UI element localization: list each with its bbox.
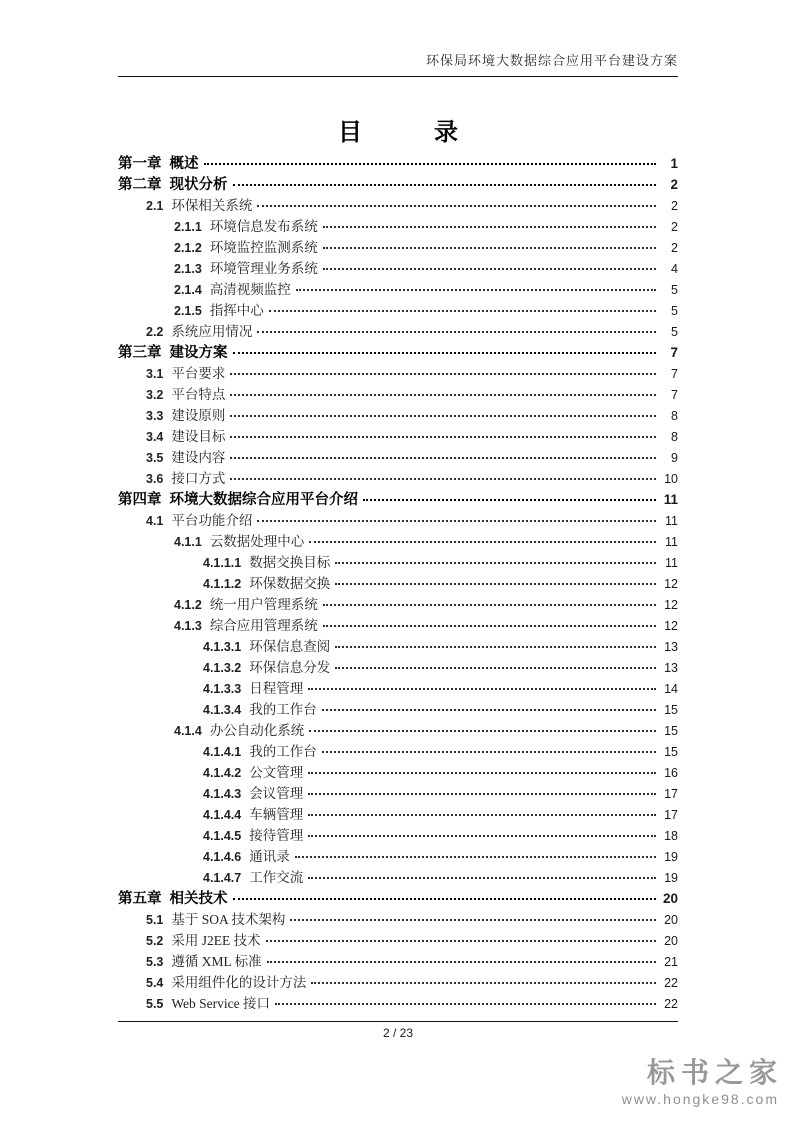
- toc-entry-number: 4.1.4.7: [203, 871, 242, 885]
- toc-entry: [203, 656, 678, 677]
- toc-entry: [174, 257, 678, 278]
- toc-entry-page: 10: [664, 472, 678, 486]
- toc-entry-page: 8: [671, 409, 678, 423]
- toc-entry: [203, 782, 678, 803]
- toc-entry: [146, 446, 678, 467]
- toc-entry-number: 2.1.4: [174, 283, 202, 297]
- toc-entry-title: 建设原则: [171, 408, 226, 423]
- toc-dot-leader: [230, 394, 656, 396]
- toc-dot-leader: [295, 856, 656, 858]
- toc-entry-title: 环境监控监测系统: [209, 240, 318, 255]
- toc-entry: [174, 215, 678, 236]
- toc-entry-number: 4.1.2: [174, 598, 202, 612]
- toc-dot-leader: [230, 373, 656, 375]
- toc-entry-number: 2.1.2: [174, 241, 202, 255]
- toc-entry-page: 5: [671, 283, 678, 297]
- toc-entry-title: 建设目标: [171, 429, 226, 444]
- toc-entry-number: 4.1.3: [174, 619, 202, 633]
- toc-dot-leader: [363, 499, 656, 501]
- toc-entry-page: 15: [664, 703, 678, 717]
- toc-entry-page: 7: [670, 345, 678, 360]
- toc-entry-page: 12: [664, 577, 678, 591]
- toc-entry-page: 16: [664, 766, 678, 780]
- toc-entry: [146, 362, 678, 383]
- toc-dot-leader: [323, 604, 656, 606]
- toc-entry-page: 13: [664, 661, 678, 675]
- toc-entry-page: 2: [671, 241, 678, 255]
- toc-dot-leader: [257, 520, 656, 522]
- toc-dot-leader: [322, 751, 656, 753]
- toc-dot-leader: [204, 163, 657, 165]
- toc-entry-page: 20: [662, 891, 678, 906]
- toc-entry-title: 工作交流: [249, 870, 304, 885]
- toc-entry: [146, 950, 678, 971]
- toc-dot-leader: [233, 352, 657, 354]
- toc-dot-leader: [257, 205, 656, 207]
- toc-entry-number: 4.1.1.2: [203, 577, 242, 591]
- toc-entry-number: 第五章: [118, 891, 162, 907]
- toc-entry: [118, 152, 678, 173]
- toc-entry: [146, 971, 678, 992]
- page-header: [118, 50, 678, 77]
- toc-entry: [203, 635, 678, 656]
- toc-entry-page: 9: [671, 451, 678, 465]
- toc-entry-number: 4.1.3.4: [203, 703, 242, 717]
- toc-entry-title: 公文管理: [249, 765, 304, 780]
- toc-entry-title: 环保数据交换: [249, 576, 331, 591]
- toc-dot-leader: [230, 457, 656, 459]
- toc-entry-number: 4.1.3.2: [203, 661, 242, 675]
- toc-title-char-left: 目: [338, 119, 362, 146]
- toc-entry-number: 2.1.1: [174, 220, 202, 234]
- toc-entry-title: 日程管理: [249, 681, 304, 696]
- toc-entry: [174, 236, 678, 257]
- toc-entry-number: 3.4: [146, 430, 164, 444]
- toc-entry-page: 19: [664, 850, 678, 864]
- page-indicator: 2 / 23: [382, 1026, 414, 1040]
- toc-entry: [174, 614, 678, 635]
- toc-entry-page: 4: [671, 262, 678, 276]
- toc-entry: [174, 278, 678, 299]
- toc-entry-page: 22: [664, 997, 678, 1011]
- toc-entry: [203, 740, 678, 761]
- toc-entry-page: 5: [671, 304, 678, 318]
- toc-entry-page: 5: [671, 325, 678, 339]
- toc-entry-page: 13: [664, 640, 678, 654]
- toc-dot-leader: [335, 583, 656, 585]
- toc-entry-page: 15: [664, 745, 678, 759]
- toc-dot-leader: [275, 1003, 656, 1005]
- toc-dot-leader: [308, 877, 656, 879]
- toc-entry: [203, 866, 678, 887]
- toc-dot-leader: [323, 247, 656, 249]
- toc-entry-title: Web Service 接口: [171, 996, 271, 1011]
- toc-entry: [203, 824, 678, 845]
- watermark: [621, 1057, 783, 1107]
- toc-entry-page: 2: [671, 220, 678, 234]
- toc-dot-leader: [309, 541, 656, 543]
- toc-entry-page: 2: [671, 199, 678, 213]
- toc-entry-title: 车辆管理: [249, 807, 304, 822]
- toc-entry-number: 2.1: [146, 199, 164, 213]
- toc-entry-page: 11: [665, 556, 678, 570]
- toc-entry-page: 17: [664, 808, 678, 822]
- toc-entry-title: 指挥中心: [209, 303, 264, 318]
- toc-entry-number: 4.1.4.2: [203, 766, 242, 780]
- toc-entry-number: 2.2: [146, 325, 164, 339]
- toc-entry: [146, 383, 678, 404]
- toc-dot-leader: [308, 814, 656, 816]
- toc-entry-number: 3.6: [146, 472, 164, 486]
- toc-entry-title: 建设方案: [169, 345, 228, 361]
- toc-entry: [174, 593, 678, 614]
- toc-entry: [146, 908, 678, 929]
- toc-entry-number: 4.1.4.6: [203, 850, 242, 864]
- toc-entry-page: 17: [664, 787, 678, 801]
- toc-entry: [146, 992, 678, 1013]
- toc-entry-title: 概述: [169, 156, 199, 172]
- toc-entry-number: 3.1: [146, 367, 164, 381]
- toc-dot-leader: [308, 835, 656, 837]
- toc-entry: [203, 698, 678, 719]
- toc-entry-title: 接待管理: [249, 828, 304, 843]
- toc-entry-number: 4.1.4.3: [203, 787, 242, 801]
- toc-dot-leader: [309, 730, 656, 732]
- toc-entry-page: 11: [665, 535, 678, 549]
- toc-entry-title: 环境大数据综合应用平台介绍: [169, 492, 358, 508]
- toc-entry-title: 采用 J2EE 技术: [171, 933, 261, 948]
- toc-entry: [203, 551, 678, 572]
- toc-entry: [146, 194, 678, 215]
- toc-dot-leader: [335, 646, 656, 648]
- toc-entry-number: 第二章: [118, 177, 162, 193]
- toc-dot-leader: [257, 331, 656, 333]
- toc-entry-page: 8: [671, 430, 678, 444]
- toc-list: [118, 152, 678, 1013]
- toc-entry: [203, 761, 678, 782]
- toc-entry-number: 4.1.1.1: [203, 556, 242, 570]
- toc-entry-number: 4.1.3.1: [203, 640, 242, 654]
- toc-entry-title: 建设内容: [171, 450, 226, 465]
- toc-entry-page: 12: [664, 619, 678, 633]
- toc-entry-title: 基于 SOA 技术架构: [171, 912, 286, 927]
- toc-entry-title: 数据交换目标: [249, 555, 331, 570]
- toc-entry-number: 4.1.4.5: [203, 829, 242, 843]
- toc-entry-title: 办公自动化系统: [209, 723, 305, 738]
- toc-dot-leader: [290, 919, 656, 921]
- toc-entry-page: 21: [664, 955, 678, 969]
- toc-entry-number: 3.5: [146, 451, 164, 465]
- toc-entry-title: 环境信息发布系统: [209, 219, 318, 234]
- toc-title: [118, 112, 678, 147]
- toc-entry-number: 5.3: [146, 955, 164, 969]
- toc-entry: [203, 845, 678, 866]
- toc-entry-number: 3.2: [146, 388, 164, 402]
- toc-dot-leader: [230, 478, 656, 480]
- toc-entry: [174, 299, 678, 320]
- toc-entry-page: 7: [671, 388, 678, 402]
- toc-dot-leader: [308, 772, 656, 774]
- toc-entry-number: 2.1.3: [174, 262, 202, 276]
- toc-entry-page: 19: [664, 871, 678, 885]
- toc-dot-leader: [323, 625, 656, 627]
- toc-entry-title: 平台要求: [171, 366, 226, 381]
- toc-dot-leader: [230, 436, 656, 438]
- toc-entry-title: 会议管理: [249, 786, 304, 801]
- toc-entry: [146, 509, 678, 530]
- toc-entry-title: 平台特点: [171, 387, 226, 402]
- toc-entry-title: 接口方式: [171, 471, 226, 486]
- toc-entry: [203, 677, 678, 698]
- toc-entry-title: 我的工作台: [249, 702, 317, 717]
- toc-entry-page: 11: [665, 514, 678, 528]
- toc-entry-title: 环境管理业务系统: [209, 261, 318, 276]
- toc-entry-title: 采用组件化的设计方法: [171, 975, 307, 990]
- toc-entry-number: 5.1: [146, 913, 164, 927]
- toc-entry-page: 1: [670, 156, 678, 171]
- toc-entry-title: 环保信息查阅: [249, 639, 331, 654]
- toc-entry-number: 4.1.4.1: [203, 745, 242, 759]
- toc-dot-leader: [269, 310, 656, 312]
- toc-entry-title: 现状分析: [169, 177, 228, 193]
- toc-entry-number: 第三章: [118, 345, 162, 361]
- toc-dot-leader: [233, 184, 657, 186]
- toc-entry-page: 18: [664, 829, 678, 843]
- toc-dot-leader: [323, 226, 656, 228]
- toc-entry-number: 4.1.1: [174, 535, 202, 549]
- toc-entry-title: 环保信息分发: [249, 660, 331, 675]
- toc-entry-number: 4.1.4.4: [203, 808, 242, 822]
- toc-dot-leader: [322, 709, 656, 711]
- toc-entry-title: 遵循 XML 标准: [171, 954, 262, 969]
- toc-entry-page: 20: [664, 913, 678, 927]
- toc-entry-number: 4.1.3.3: [203, 682, 242, 696]
- toc-entry-page: 2: [670, 177, 678, 192]
- toc-entry-number: 2.1.5: [174, 304, 202, 318]
- toc-entry: [203, 803, 678, 824]
- toc-dot-leader: [267, 961, 656, 963]
- toc-dot-leader: [233, 898, 657, 900]
- toc-dot-leader: [335, 562, 656, 564]
- toc-entry: [146, 404, 678, 425]
- toc-dot-leader: [323, 268, 656, 270]
- toc-entry-title: 云数据处理中心: [209, 534, 305, 549]
- toc-entry: [146, 425, 678, 446]
- toc-entry-title: 相关技术: [169, 891, 228, 907]
- toc-entry-number: 5.4: [146, 976, 164, 990]
- toc-entry-title: 综合应用管理系统: [209, 618, 318, 633]
- toc-dot-leader: [266, 940, 656, 942]
- toc-dot-leader: [311, 982, 656, 984]
- toc-title-char-right: 录: [434, 119, 458, 146]
- toc-entry-page: 7: [671, 367, 678, 381]
- toc-entry: [174, 530, 678, 551]
- toc-entry: [118, 488, 678, 509]
- toc-entry-number: 5.5: [146, 997, 164, 1011]
- toc-entry-title: 统一用户管理系统: [209, 597, 318, 612]
- toc-entry-page: 22: [664, 976, 678, 990]
- toc-entry: [146, 467, 678, 488]
- toc-entry-page: 20: [664, 934, 678, 948]
- toc-entry-title: 系统应用情况: [171, 324, 253, 339]
- toc-entry-number: 4.1: [146, 514, 164, 528]
- toc-dot-leader: [335, 667, 656, 669]
- toc-entry-number: 第一章: [118, 156, 162, 172]
- toc-dot-leader: [308, 688, 656, 690]
- toc-entry-title: 平台功能介绍: [171, 513, 253, 528]
- toc-entry: [203, 572, 678, 593]
- toc-entry: [118, 887, 678, 908]
- toc-entry: [118, 341, 678, 362]
- toc-entry-title: 高清视频监控: [209, 282, 291, 297]
- toc-dot-leader: [296, 289, 656, 291]
- toc-entry-title: 环保相关系统: [171, 198, 253, 213]
- toc-entry-number: 3.3: [146, 409, 164, 423]
- toc-entry-title: 我的工作台: [249, 744, 317, 759]
- toc-entry-page: 15: [664, 724, 678, 738]
- toc-entry: [146, 929, 678, 950]
- watermark-url-text: www.hongke98.com: [621, 1090, 779, 1107]
- toc-entry-page: 12: [664, 598, 678, 612]
- toc-entry-page: 14: [664, 682, 678, 696]
- toc-entry-title: 通讯录: [249, 849, 290, 864]
- page-footer: [118, 1021, 678, 1040]
- toc-entry-number: 5.2: [146, 934, 164, 948]
- toc-entry: [146, 320, 678, 341]
- toc-dot-leader: [308, 793, 656, 795]
- header-doc-title: 环保局环境大数据综合应用平台建设方案: [425, 53, 678, 68]
- watermark-logo-text: 标书之家: [646, 1057, 783, 1088]
- toc-entry-number: 4.1.4: [174, 724, 202, 738]
- toc-dot-leader: [230, 415, 656, 417]
- toc-entry-number: 第四章: [118, 492, 162, 508]
- toc-entry-page: 11: [663, 492, 678, 507]
- toc-entry: [118, 173, 678, 194]
- toc-entry: [174, 719, 678, 740]
